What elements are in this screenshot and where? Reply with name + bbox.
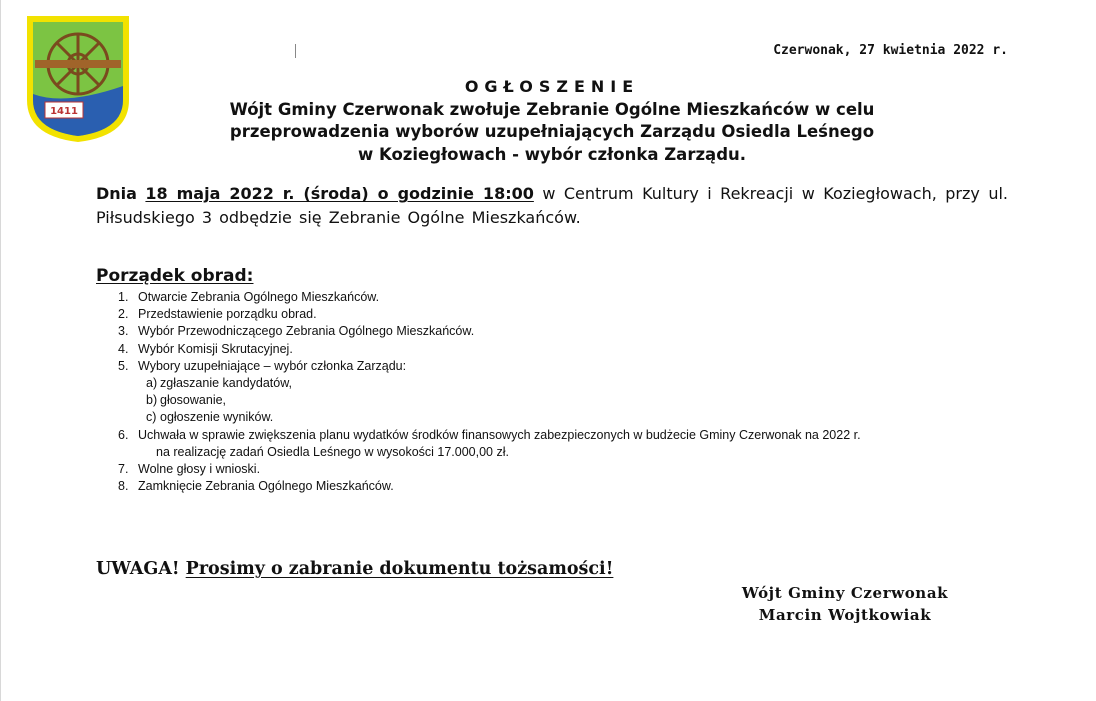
- sub-list-item: [118, 409, 998, 426]
- announcement-title: OGŁOSZENIE: [464, 77, 640, 96]
- list-item: [118, 358, 998, 375]
- header-line-2: przeprowadzenia wyborów uzupełniających Zarządu Osiedla Leśnego: [229, 122, 875, 141]
- list-text: Otwarcie Zebrania Ogólnego Mieszkańców.: [138, 290, 380, 304]
- list-text: Wybory uzupełniające – wybór członka Zarządu:: [138, 358, 407, 373]
- list-number: 1.: [118, 290, 129, 304]
- page-border: [0, 0, 1, 701]
- list-number: 3.: [118, 324, 129, 339]
- list-text: Wybór Przewodniczącego Zebrania Ogólnego Mieszkańców.: [138, 324, 475, 339]
- list-item: [118, 323, 998, 340]
- list-item: [118, 306, 998, 323]
- list-item: [118, 341, 998, 358]
- intro-rest: w Centrum Kultury i Rekreacji w Koziegłowach, przy ul. Piłsudskiego 3 odbędzie się Zebranie Ogólne Mieszkańców.: [96, 184, 1009, 227]
- sub-list-letter: a): [146, 376, 158, 391]
- list-item: [118, 478, 998, 495]
- sub-list-item: [118, 392, 998, 409]
- list-number: 6.: [118, 427, 129, 442]
- sub-list-letter: b): [146, 393, 158, 408]
- intro-lead: Dnia: [96, 184, 137, 203]
- agenda-title: Porządek obrad:: [96, 266, 254, 286]
- list-continuation: na realizację zadań Osiedla Leśnego w wysokości 17.000,00 zł.: [156, 444, 509, 459]
- header-line-1: Wójt Gminy Czerwonak zwołuje Zebranie Ogólne Mieszkańców w celu: [229, 99, 875, 119]
- sub-list-item: [118, 375, 998, 392]
- meeting-date-time: 18 maja 2022 r. (środa) o godzinie 18:00: [145, 184, 534, 203]
- signature-block: [720, 582, 970, 626]
- place-date: Czerwonak, 27 kwietnia 2022 r.: [773, 43, 1008, 58]
- sub-list-text: głosowanie,: [160, 393, 227, 408]
- sub-list-text: zgłaszanie kandydatów,: [160, 376, 293, 391]
- list-number: 7.: [118, 462, 129, 477]
- list-number: 8.: [118, 479, 129, 494]
- sub-list-text: ogłoszenie wyników.: [160, 410, 274, 425]
- list-number: 2.: [118, 307, 129, 322]
- list-item: [118, 289, 998, 306]
- agenda-list: [118, 289, 998, 495]
- list-number: 5.: [118, 358, 129, 373]
- list-text: Uchwała w sprawie zwiększenia planu wydatków środków finansowych zabezpieczonych w budżecie Gminy Czerwonak na 2022 r.: [138, 427, 861, 442]
- text-cursor: [295, 44, 296, 58]
- list-text: Przedstawienie porządku obrad.: [138, 307, 317, 322]
- announcement-header: [96, 76, 1008, 166]
- meeting-intro: [96, 182, 1008, 230]
- notice-label: UWAGA!: [96, 559, 180, 579]
- sub-list-letter: c): [146, 410, 157, 425]
- list-item: [118, 427, 998, 444]
- notice-text: Prosimy o zabranie dokumentu tożsamości!: [185, 559, 614, 579]
- signature-title: Wójt Gminy Czerwonak: [741, 584, 949, 602]
- list-text: Wolne głosy i wnioski.: [138, 462, 261, 477]
- crest-year: 1411: [50, 106, 78, 117]
- list-number: 4.: [118, 341, 129, 356]
- list-text: Zamknięcie Zebrania Ogólnego Mieszkańców.: [138, 479, 394, 494]
- list-item: [118, 461, 998, 478]
- list-text: Wybór Komisji Skrutacyjnej.: [138, 341, 293, 356]
- id-notice: [96, 559, 613, 579]
- signature-name: Marcin Wojtkowiak: [758, 606, 932, 624]
- header-line-3: w Koziegłowach - wybór członka Zarządu.: [357, 144, 747, 164]
